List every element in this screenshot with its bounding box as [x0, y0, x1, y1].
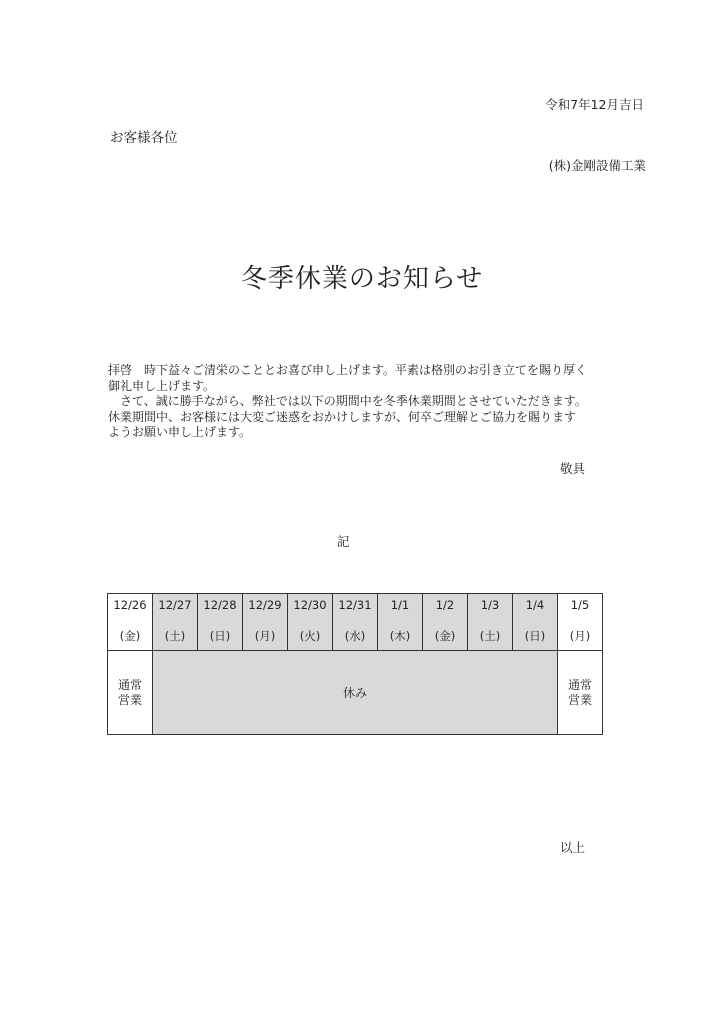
sender-company: (株)金剛設備工業 [548, 158, 646, 173]
open-label: 通常営業 [567, 677, 592, 707]
recipient: お客様各位 [110, 130, 178, 146]
day-cell [243, 594, 288, 651]
day-cell [378, 594, 423, 651]
day-date: 1/3 [480, 598, 500, 612]
day-date: 1/1 [390, 598, 410, 612]
body-line: 休業期間中、お客様には大変ご迷惑をおかけしますが、何卒ご理解とご協力を賜ります [108, 409, 577, 424]
day-cell [468, 594, 513, 651]
day-date: 12/28 [203, 598, 237, 612]
open-cell-start [108, 651, 153, 735]
day-date: 12/26 [113, 598, 147, 612]
document-title: 冬季休業のお知らせ [240, 264, 484, 294]
day-weekday: (月) [254, 629, 276, 643]
day-weekday: (土) [164, 629, 186, 643]
day-weekday: (金) [434, 629, 456, 643]
day-date: 12/27 [158, 598, 192, 612]
day-cell [108, 594, 153, 651]
body-line: 拝啓 時下益々ご清栄のこととお喜び申し上げます。平素は格別のお引き立てを賜り厚く [108, 363, 588, 377]
body-line: 御礼申し上げます。 [108, 378, 216, 393]
closed-label: 休み [342, 686, 367, 700]
day-cell [558, 594, 603, 651]
ki-marker: 記 [337, 534, 350, 549]
letter-body [108, 363, 618, 441]
day-date: 12/29 [248, 598, 282, 612]
open-label: 通常営業 [117, 677, 142, 707]
day-date: 1/2 [435, 598, 455, 612]
closed-period-cell [153, 651, 558, 735]
day-cell [333, 594, 378, 651]
day-weekday: (日) [209, 629, 231, 643]
day-weekday: (水) [344, 629, 366, 643]
day-date: 12/30 [293, 598, 327, 612]
day-date: 1/5 [570, 598, 590, 612]
closing-keigu: 敬具 [560, 461, 586, 476]
day-date: 12/31 [338, 598, 372, 612]
closing-ijou: 以上 [560, 840, 586, 855]
issue-date: 令和7年12月吉日 [545, 97, 644, 112]
day-weekday: (月) [569, 629, 591, 643]
day-cell [288, 594, 333, 651]
day-date: 1/4 [525, 598, 545, 612]
day-weekday: (日) [524, 629, 546, 643]
body-line: さて、誠に勝手ながら、弊社では以下の期間中を冬季休業期間とさせていただきます。 [108, 394, 587, 409]
day-weekday: (金) [119, 629, 141, 643]
day-weekday: (木) [389, 629, 411, 643]
day-cell [423, 594, 468, 651]
day-cell [513, 594, 558, 651]
day-weekday: (土) [479, 629, 501, 643]
date-row [108, 594, 603, 651]
status-row [108, 651, 603, 735]
day-cell [153, 594, 198, 651]
day-weekday: (火) [299, 629, 321, 643]
body-line: ようお願い申し上げます。 [108, 425, 252, 440]
day-cell [198, 594, 243, 651]
open-cell-end [558, 651, 603, 735]
holiday-calendar-table [107, 593, 603, 735]
